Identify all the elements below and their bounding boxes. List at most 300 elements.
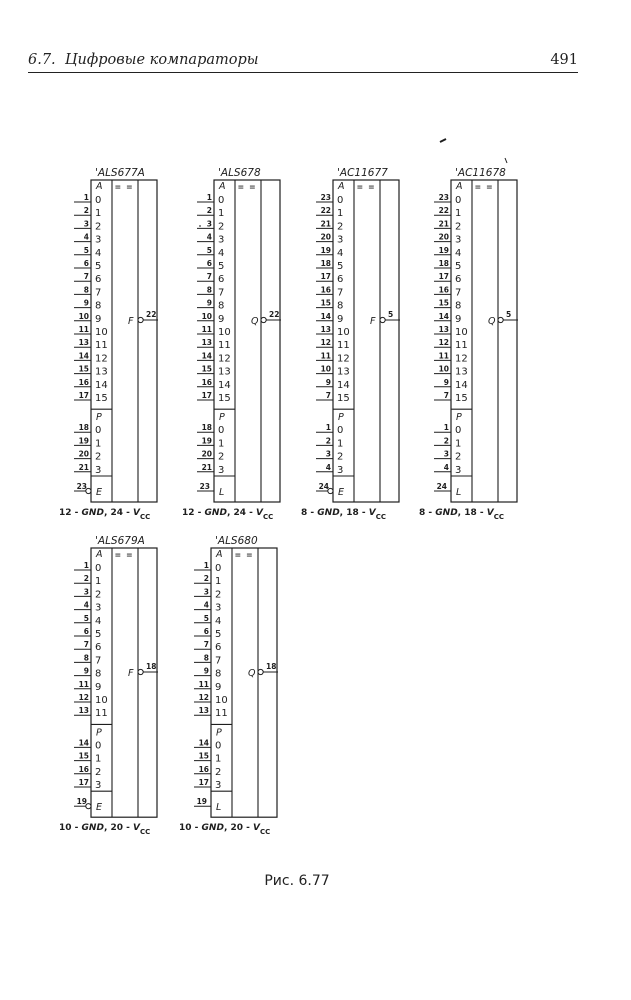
p-bit-label: 2 [95, 451, 102, 463]
output-label: Q [488, 316, 496, 327]
p-bit-label: 1 [215, 753, 222, 765]
a-pin-number: 23 [438, 193, 449, 202]
output-label: F [128, 316, 134, 327]
p-group-label: P [216, 727, 222, 739]
p-pin-number: 1 [443, 423, 449, 433]
a-pin-number: 12 [198, 693, 209, 702]
compare-symbol: = = [115, 182, 133, 193]
a-bit-label: 7 [455, 287, 462, 299]
p-bit-label: 2 [215, 766, 222, 778]
page-number: 491 [550, 52, 578, 68]
output-pin-number: 18 [266, 662, 277, 671]
a-bit-label: 6 [95, 642, 102, 654]
a-pin-number: 9 [206, 298, 212, 308]
a-pin-number: 23 [320, 193, 331, 202]
a-pin-number: 2 [83, 574, 89, 584]
a-pin-number: 13 [201, 338, 212, 348]
power-pins-note: 8 - GND, $18 - V_{CC}$ [301, 508, 387, 521]
a-pin-number: 8 [206, 285, 212, 295]
a-pin-number: 5 [83, 613, 89, 623]
a-bit-label: 10 [215, 695, 228, 706]
a-pin-number: 7 [203, 640, 209, 650]
a-pin-number: 15 [201, 364, 212, 374]
a-bit-label: 15 [95, 393, 108, 404]
power-gnd-pin: 8 [301, 508, 308, 518]
a-bit-label: 3 [215, 602, 222, 614]
compare-symbol: = = [357, 182, 375, 193]
p-bit-label: 3 [95, 464, 102, 476]
a-pin-number: 21 [438, 219, 449, 229]
a-bit-label: 9 [218, 313, 225, 325]
power-vcc-label: V [133, 508, 141, 518]
a-bit-label: 8 [215, 668, 222, 680]
p-bit-label: 1 [337, 438, 344, 450]
output-pin-number: 5 [388, 310, 394, 319]
p-bit-label: 3 [455, 464, 462, 476]
a-pin-number: 7 [83, 272, 89, 282]
p-pin-number: 17 [78, 778, 89, 787]
power-vcc-label: V [486, 508, 494, 518]
output-bubble-icon [261, 317, 266, 322]
compare-symbol: = = [475, 182, 493, 193]
output-bubble-icon [138, 669, 143, 674]
a-bit-label: 6 [215, 642, 222, 654]
p-pin-number: 2 [443, 436, 449, 446]
p-bit-label: 3 [337, 464, 344, 476]
a-bit-label: 1 [95, 576, 102, 588]
a-pin-number: 16 [320, 285, 331, 295]
a-bit-label: 4 [95, 615, 102, 627]
power-gnd-label: GND [317, 508, 340, 518]
scan-speck [440, 139, 446, 142]
p-pin-number: 3 [325, 449, 331, 459]
p-bit-label: 1 [218, 438, 225, 450]
a-pin-number: 16 [201, 377, 212, 387]
a-pin-number: 3 [203, 587, 209, 597]
a-bit-label: 3 [218, 234, 225, 246]
output-bubble-icon [380, 317, 385, 322]
a-bit-label: 14 [337, 379, 350, 391]
a-bit-label: 13 [455, 366, 468, 378]
a-group-label: A [216, 549, 223, 560]
p-pin-number: 4 [325, 462, 331, 472]
control-label: E [338, 487, 345, 498]
a-bit-label: 13 [337, 366, 350, 378]
a-pin-number: 16 [438, 285, 449, 295]
output-bubble-icon [498, 317, 503, 322]
a-pin-number: 18 [438, 259, 449, 268]
a-group-label: A [219, 181, 226, 192]
a-pin-number: 4 [203, 600, 209, 610]
a-bit-label: 3 [95, 234, 102, 246]
power-gnd-pin: 12 [182, 508, 195, 518]
p-group-label: P [96, 412, 102, 424]
a-bit-label: 11 [455, 340, 468, 352]
a-pin-number: 1 [83, 561, 89, 570]
a-pin-number: 21 [320, 219, 331, 229]
power-vcc-pin: 18 [346, 508, 359, 518]
a-bit-label: 2 [215, 589, 222, 601]
chip-name: 'AC11677 [337, 167, 388, 179]
compare-symbol: = = [115, 550, 133, 561]
a-pin-number: 13 [438, 325, 449, 334]
a-bit-label: 9 [95, 313, 102, 325]
power-gnd-pin: 10 [179, 823, 192, 834]
chip-name: 'ALS678 [218, 167, 261, 179]
a-pin-number: 7 [325, 391, 331, 400]
p-bit-label: 2 [95, 766, 102, 778]
a-pin-number: 7 [83, 640, 89, 650]
a-bit-label: 8 [455, 300, 462, 312]
chip-als680 [179, 535, 278, 836]
p-bit-label: 0 [215, 740, 222, 752]
a-bit-label: 15 [218, 393, 231, 404]
chip-name: 'ALS679A [95, 535, 145, 547]
a-bit-label: 10 [218, 327, 231, 338]
a-bit-label: 1 [337, 208, 344, 220]
a-bit-label: 12 [95, 353, 108, 365]
power-pins-note: 12 - GND, $24 - V_{CC}$ [59, 508, 151, 521]
control-label: E [96, 487, 103, 498]
a-pin-number: 11 [78, 679, 89, 689]
a-bit-label: 15 [455, 393, 468, 404]
a-pin-number: 13 [320, 325, 331, 334]
power-vcc-pin: 18 [464, 508, 477, 518]
p-pin-number: 21 [201, 462, 212, 472]
a-pin-number: 5 [83, 245, 89, 255]
a-pin-number: 9 [443, 377, 449, 387]
a-pin-number: 11 [320, 351, 331, 361]
a-pin-number: 9 [203, 666, 209, 676]
a-pin-number: 3 [83, 219, 89, 229]
a-pin-number: 9 [83, 298, 89, 308]
power-vcc-label: V [256, 508, 264, 518]
a-bit-label: 11 [218, 340, 231, 352]
a-pin-number: 12 [320, 338, 331, 348]
a-bit-label: 0 [218, 195, 225, 206]
a-pin-number: 2 [203, 574, 209, 584]
a-bit-label: 0 [95, 563, 102, 574]
compare-symbol: = = [238, 182, 256, 193]
p-bit-label: 2 [337, 451, 344, 463]
a-bit-label: 11 [337, 340, 350, 352]
a-pin-number: 20 [438, 232, 449, 242]
control-pin-number: 19 [76, 797, 87, 807]
power-gnd-label: GND [81, 823, 104, 834]
a-bit-label: 7 [215, 655, 222, 667]
a-bit-label: 2 [95, 589, 102, 601]
p-pin-number: 19 [201, 436, 212, 446]
a-pin-number: 14 [438, 311, 449, 321]
power-vcc-subscript: CC [140, 828, 151, 837]
a-pin-number: 2 [206, 206, 212, 216]
figure-caption: Рис. 6.77 [264, 873, 330, 889]
compare-symbol: = = [235, 550, 253, 561]
a-pin-number: 9 [325, 377, 331, 387]
a-bit-label: 14 [95, 379, 108, 391]
a-bit-label: 14 [455, 379, 468, 391]
power-vcc-pin: 20 [110, 823, 124, 834]
a-pin-number: 4 [206, 232, 212, 242]
a-bit-label: 5 [95, 629, 102, 640]
p-pin-number: 14 [198, 738, 209, 748]
a-bit-label: 6 [95, 274, 102, 286]
p-group-label: P [219, 412, 225, 424]
power-vcc-subscript: CC [375, 513, 387, 521]
a-bit-label: 4 [455, 247, 462, 259]
a-pin-number: 13 [198, 706, 209, 716]
a-bit-label: 11 [95, 340, 108, 352]
p-pin-number: 3 [443, 449, 449, 459]
power-vcc-subscript: CC [263, 513, 274, 521]
a-pin-number: 16 [78, 377, 89, 387]
output-label: F [128, 668, 134, 679]
p-bit-label: 1 [455, 438, 462, 450]
p-pin-number: 15 [198, 751, 209, 761]
chip-als679a [59, 535, 158, 836]
a-bit-label: 7 [337, 287, 344, 299]
power-vcc-label: V [133, 823, 141, 834]
a-bit-label: 1 [218, 208, 225, 220]
power-gnd-label: GND [201, 823, 224, 834]
a-bit-label: 7 [95, 287, 102, 299]
a-bit-label: 2 [455, 221, 462, 233]
chip-name: 'ALS677A [95, 167, 145, 179]
p-pin-number: 20 [201, 449, 212, 459]
p-bit-label: 0 [218, 425, 225, 437]
a-bit-label: 6 [218, 274, 225, 286]
scan-speck [505, 158, 507, 163]
a-bit-label: 5 [95, 261, 102, 272]
p-bit-label: 3 [215, 780, 222, 791]
a-bit-label: 8 [337, 300, 344, 312]
a-bit-label: 9 [215, 681, 222, 693]
a-bit-label: 12 [455, 353, 468, 365]
a-pin-number: 1 [203, 561, 209, 570]
a-bit-label: 4 [337, 247, 344, 259]
a-bit-label: 12 [337, 353, 350, 365]
p-group-label: P [96, 727, 102, 739]
a-bit-label: 12 [218, 353, 231, 365]
p-bit-label: 2 [455, 451, 462, 463]
a-pin-number: 1 [83, 193, 89, 202]
output-label: Q [248, 668, 256, 679]
chip-ac11678 [419, 167, 518, 521]
power-vcc-pin: 24 [110, 508, 124, 518]
control-pin-number: 24 [436, 482, 447, 491]
a-pin-number: 18 [320, 259, 331, 268]
power-vcc-pin: 24 [233, 508, 247, 518]
a-pin-number: 10 [78, 311, 89, 321]
p-pin-number: 18 [201, 423, 212, 433]
p-pin-number: 2 [325, 436, 331, 446]
a-pin-number: 12 [78, 693, 89, 702]
a-pin-number: 7 [206, 272, 212, 282]
a-group-label: A [96, 181, 103, 192]
a-pin-number: 19 [438, 245, 449, 255]
a-pin-number: 8 [83, 653, 89, 663]
a-pin-number: 13 [78, 706, 89, 716]
a-pin-number: 15 [438, 298, 449, 308]
control-pin-number: 23 [199, 482, 210, 491]
p-pin-number: 14 [78, 738, 89, 748]
p-pin-number: 19 [78, 436, 89, 446]
a-bit-label: 8 [95, 668, 102, 680]
p-pin-number: 17 [198, 778, 209, 787]
p-group-label: P [338, 412, 344, 424]
output-pin-number: 22 [269, 310, 280, 319]
a-pin-number: 11 [438, 351, 449, 361]
a-pin-number: 17 [78, 391, 89, 400]
control-pin-number: 19 [196, 797, 207, 807]
a-pin-number: 17 [438, 272, 449, 282]
power-gnd-label: GND [81, 508, 104, 518]
control-label: E [96, 802, 103, 814]
a-bit-label: 13 [95, 366, 108, 378]
a-bit-label: 10 [95, 327, 108, 338]
a-pin-number: 3 [83, 587, 89, 597]
power-vcc-label: V [253, 823, 261, 834]
a-bit-label: 15 [337, 393, 350, 404]
power-gnd-pin: 10 [59, 823, 72, 834]
a-bit-label: 5 [215, 629, 222, 640]
chip-als677a [59, 167, 158, 521]
a-bit-label: 3 [337, 234, 344, 246]
a-bit-label: 7 [95, 655, 102, 667]
control-pin-number: 23 [76, 482, 87, 491]
a-pin-number: 15 [320, 298, 331, 308]
p-pin-number: 21 [78, 462, 89, 472]
a-pin-number: 10 [320, 364, 331, 374]
p-bit-label: 0 [95, 740, 102, 752]
p-bit-label: 2 [218, 451, 225, 463]
a-pin-number: 19 [320, 245, 331, 255]
a-pin-number: 11 [78, 325, 89, 334]
chip-als678 [182, 167, 281, 521]
a-bit-label: 10 [95, 695, 108, 706]
output-label: F [370, 316, 376, 327]
a-pin-number: 17 [320, 272, 331, 282]
a-pin-number: 6 [203, 627, 209, 636]
a-pin-number: 22 [320, 206, 331, 216]
a-pin-number: 13 [78, 338, 89, 348]
a-bit-label: 5 [337, 261, 344, 272]
a-bit-label: 9 [337, 313, 344, 325]
a-pin-number: 5 [206, 245, 212, 255]
a-bit-label: 6 [337, 274, 344, 286]
a-bit-label: 14 [218, 379, 231, 391]
a-pin-number: 7 [443, 391, 449, 400]
a-bit-label: 0 [95, 195, 102, 206]
a-group-label: A [96, 549, 103, 560]
a-pin-number: 14 [78, 351, 89, 361]
a-group-label: A [338, 181, 345, 192]
a-bit-label: 0 [215, 563, 222, 574]
a-pin-number: 6 [83, 627, 89, 636]
p-pin-number: 16 [78, 764, 89, 774]
a-pin-number: 6 [83, 259, 89, 268]
a-pin-number: 3 [206, 219, 212, 229]
power-gnd-pin: 12 [59, 508, 72, 518]
control-label: L [216, 802, 222, 814]
p-pin-number: 16 [198, 764, 209, 774]
a-bit-label: 10 [337, 327, 350, 338]
a-bit-label: 0 [455, 195, 462, 206]
power-pins-note: 12 - GND, $24 - V_{CC}$ [182, 508, 274, 521]
p-pin-number: 4 [443, 462, 449, 472]
a-pin-number: 6 [206, 259, 212, 268]
p-pin-number: 15 [78, 751, 89, 761]
p-bit-label: 0 [455, 425, 462, 437]
power-gnd-pin: 8 [419, 508, 426, 518]
power-gnd-label: GND [435, 508, 458, 518]
power-vcc-label: V [368, 508, 376, 518]
a-pin-number: 17 [201, 391, 212, 400]
a-pin-number: 4 [83, 232, 89, 242]
p-bit-label: 3 [218, 464, 225, 476]
a-bit-label: 2 [95, 221, 102, 233]
a-bit-label: 4 [218, 247, 225, 259]
power-pins-note: 8 - GND, $18 - V_{CC}$ [419, 508, 505, 521]
power-gnd-label: GND [204, 508, 227, 518]
a-bit-label: 11 [215, 708, 228, 720]
power-vcc-subscript: CC [140, 513, 151, 521]
a-pin-number: 10 [201, 311, 212, 321]
a-pin-number: 5 [203, 613, 209, 623]
p-pin-number: 20 [78, 449, 89, 459]
output-label: Q [251, 316, 259, 327]
power-vcc-subscript: CC [260, 828, 271, 837]
a-bit-label: 1 [215, 576, 222, 588]
chip-name: 'AC11678 [455, 167, 506, 179]
a-bit-label: 3 [95, 602, 102, 614]
p-bit-label: 3 [95, 780, 102, 791]
a-bit-label: 3 [455, 234, 462, 246]
a-bit-label: 10 [455, 327, 468, 338]
output-pin-number: 5 [506, 310, 512, 319]
chip-name: 'ALS680 [215, 535, 258, 547]
a-pin-number: 20 [320, 232, 331, 242]
a-pin-number: 11 [198, 679, 209, 689]
a-pin-number: 8 [83, 285, 89, 295]
power-vcc-subscript: CC [493, 513, 505, 521]
p-pin-number: 18 [78, 423, 89, 433]
power-pins-note: 10 - GND, $20 - V_{CC}$ [179, 823, 271, 837]
a-bit-label: 13 [218, 366, 231, 378]
p-bit-label: 0 [337, 425, 344, 437]
a-pin-number: 4 [83, 600, 89, 610]
a-bit-label: 9 [95, 681, 102, 693]
p-bit-label: 1 [95, 438, 102, 450]
control-label: L [219, 487, 225, 498]
a-bit-label: 4 [95, 247, 102, 259]
output-bubble-icon [138, 317, 143, 322]
a-bit-label: 2 [218, 221, 225, 233]
a-bit-label: 5 [455, 261, 462, 272]
p-pin-number: 1 [325, 423, 331, 433]
a-pin-number: 11 [201, 325, 212, 334]
a-pin-number: 15 [78, 364, 89, 374]
p-group-label: P [456, 412, 462, 424]
a-pin-number: 14 [201, 351, 212, 361]
p-bit-label: 1 [95, 753, 102, 765]
a-bit-label: 7 [218, 287, 225, 299]
a-bit-label: 8 [95, 300, 102, 312]
a-group-label: A [456, 181, 463, 192]
a-pin-number: 9 [83, 666, 89, 676]
power-pins-note: 10 - GND, $20 - V_{CC}$ [59, 823, 151, 837]
a-bit-label: 8 [218, 300, 225, 312]
